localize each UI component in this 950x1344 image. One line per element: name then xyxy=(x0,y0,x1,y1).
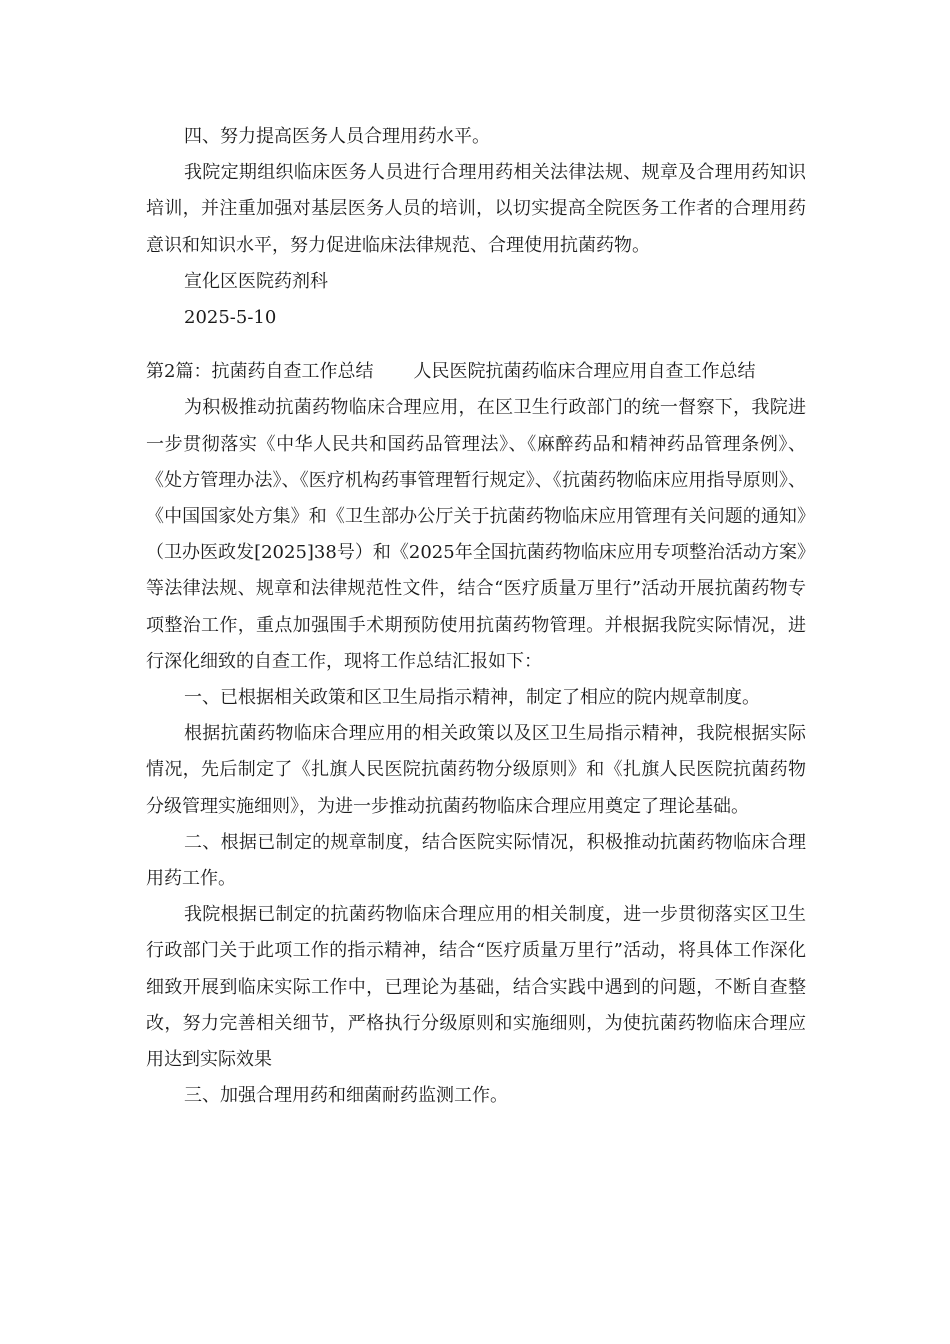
section-heading-4: 四、努力提高医务人员合理用药水平。 xyxy=(184,126,490,147)
section-heading-1: 一、已根据相关政策和区卫生局指示精神，制定了相应的院内规章制度。 xyxy=(184,687,760,709)
paragraph-regulations: 根据抗菌药物临床合理应用的相关政策以及区卫生局指示精神，我院根据实际情况，先后制定了《扎旗人民医院抗菌药物分级原则》和《扎旗人民医院抗菌药物分级管理实施细则》，为进一步推动抗菌药物临床合理应用奠定了理论基础。 xyxy=(146,723,806,817)
section-heading-2: 二、根据已制定的规章制度，结合医院实际情况，积极推动抗菌药物临床合理用药工作。 xyxy=(146,831,806,890)
document-body xyxy=(146,119,806,1114)
article-label: 第2篇：抗菌药自查工作总结 xyxy=(146,361,374,383)
article-heading xyxy=(146,354,806,390)
signature-date: 2025-5-10 xyxy=(184,307,277,329)
paragraph-implementation: 我院根据已制定的抗菌药物临床合理应用的相关制度，进一步贯彻落实区卫生行政部门关于此项工作的指示精神，结合“医疗质量万里行”活动，将具体工作深化细致开展到临床实际工作中，已理论为基础，结合实践中遇到的问题，不断自查整改，努力完善相关细节，严格执行分级原则和实施细则，为使抗菌药物临床合理应用达到实际效果 xyxy=(146,904,806,1071)
section-heading-3: 三、加强合理用药和细菌耐药监测工作。 xyxy=(184,1085,508,1107)
paragraph-training: 我院定期组织临床医务人员进行合理用药相关法律法规、规章及合理用药知识培训，并注重加强对基层医务人员的培训，以切实提高全院医务工作者的合理用药意识和知识水平，努力促进临床法律规范、合理使用抗菌药物。 xyxy=(146,162,806,256)
signature-department: 宣化区医院药剂科 xyxy=(184,270,328,292)
article-title: 人民医院抗菌药临床合理应用自查工作总结 xyxy=(413,361,756,383)
paragraph-intro: 为积极推动抗菌药物临床合理应用，在区卫生行政部门的统一督察下，我院进一步贯彻落实《中华人民共和国药品管理法》、《麻醉药品和精神药品管理条例》、《处方管理办法》、《医疗机构药事管理暂行规定》、《抗菌药物临床应用指导原则》、《中国国家处方集》和《卫生部办公厅关于抗菌药物临床应用管理有关问题的通知》（卫办医政发[2025]38号）和《2025年全国抗菌药物临床应用专项整治活动方案》等法律法规、规章和法律规范性文件，结合“医疗质量万里行”活动开展抗菌药物专项整治工作，重点加强围手术期预防使用抗菌药物管理。并根据我院实际情况，进行深化细致的自查工作，现将工作总结汇报如下： xyxy=(146,397,806,672)
